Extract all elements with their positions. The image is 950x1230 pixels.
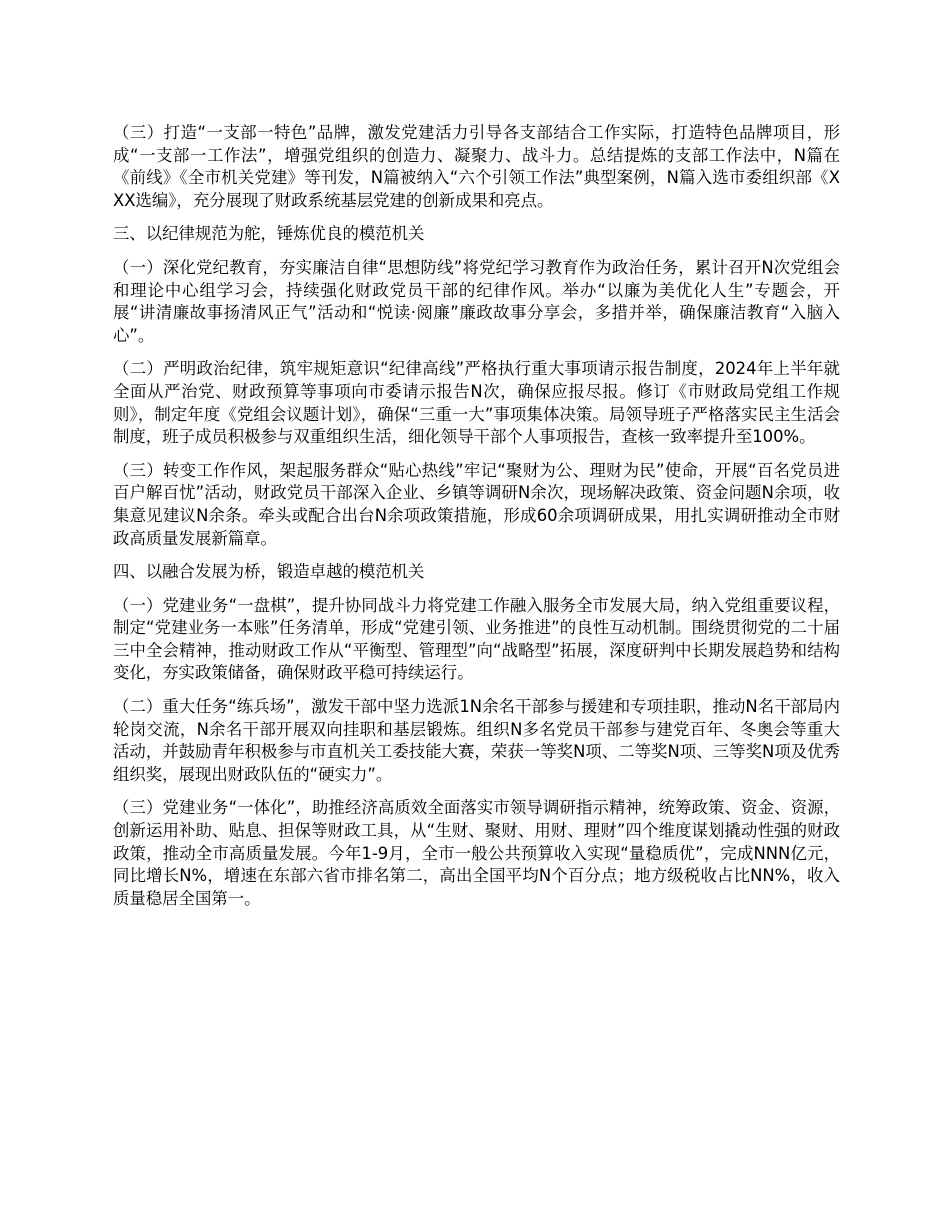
paragraph-work-style: （三）转变工作作风，架起服务群众“贴心热线”牢记“聚财为公、理财为民”使命，开展“百名党员进百户解百忧”活动，财政党员干部深入企业、乡镇等调研N余次，现场解决政策、资金问题N余项，收集意见建议N余条。牵头或配合出台N余项政策措施，形成60余项调研成果，用扎实调研推动全市财政高质量发展新篇章。 [113, 460, 840, 548]
paragraph-party-business-integration: （一）党建业务“一盘棋”，提升协同战斗力将党建工作融入服务全市发展大局，纳入党组重要议程，制定“党建业务一本账”任务清单，形成“党建引领、业务推进”的良性互动机制。围绕贯彻党的二十届三中全会精神，推动财政工作从“平衡型、管理型”向“战略型”拓展，深度研判中长期发展趋势和结构变化，夯实政策储备，确保财政平稳可持续运行。 [113, 595, 840, 683]
paragraph-economic-development: （三）党建业务“一体化”，助推经济高质效全面落实市领导调研指示精神，统筹政策、资金、资源，创新运用补助、贴息、担保等财政工具，从“生财、聚财、用财、理财”四个维度谋划撬动性强的财政政策，推动全市高质量发展。今年1-9月，全市一般公共预算收入实现“量稳质优”，完成NNN亿元，同比增长N%，增速在东部六省市排名第二，高出全国平均N个百分点；地方级税收占比NN%，收入质量稳居全国第一。 [113, 798, 840, 908]
section-heading-discipline: 三、以纪律规范为舵，锤炼优良的模范机关 [113, 224, 425, 244]
paragraph-brand-building: （三）打造“一支部一特色”品牌，激发党建活力引导各支部结合工作实际，打造特色品牌项目，形成“一支部一工作法”，增强党组织的创造力、凝聚力、战斗力。总结提炼的支部工作法中，N篇在《前线》《全市机关党建》等刊发，N篇被纳入“六个引领工作法”典型案例，N篇入选市委组织部《XXX选编》，充分展现了财政系统基层党建的创新成果和亮点。 [113, 123, 840, 210]
paragraph-party-discipline-education: （一）深化党纪教育，夯实廉洁自律“思想防线”将党纪学习教育作为政治任务，累计召开N次党组会和理论中心组学习会，持续强化财政党员干部的纪律作风。举办“以廉为美优化人生”专题会，开展“讲清廉故事扬清风正气”活动和“悦读·阅廉”廉政故事分享会，多措并举，确保廉洁教育“入脑入心”。 [113, 257, 840, 345]
section-heading-integration: 四、以融合发展为桥，锻造卓越的模范机关 [113, 562, 425, 582]
document-body [113, 122, 840, 921]
paragraph-major-tasks: （二）重大任务“练兵场”，激发干部中坚力选派1N余名干部参与援建和专项挂职，推动N名干部局内轮岗交流，N余名干部开展双向挂职和基层锻炼。组织N多名党员干部参与建党百年、冬奥会等重大活动，并鼓励青年积极参与市直机关工委技能大赛，荣获一等奖N项、二等奖N项、三等奖N项及优秀组织奖，展现出财政队伍的“硬实力”。 [113, 697, 840, 784]
paragraph-political-discipline: （二）严明政治纪律，筑牢规矩意识“纪律高线”严格执行重大事项请示报告制度，2024年上半年就全面从严治党、财政预算等事项向市委请示报告N次，确保应报尽报。修订《市财政局党组工作规则》，制定年度《党组会议题计划》，确保“三重一大”事项集体决策。局领导班子严格落实民主生活会制度，班子成员积极参与双重组织生活，细化领导干部个人事项报告，查核一致率提升至100%。 [113, 359, 840, 447]
